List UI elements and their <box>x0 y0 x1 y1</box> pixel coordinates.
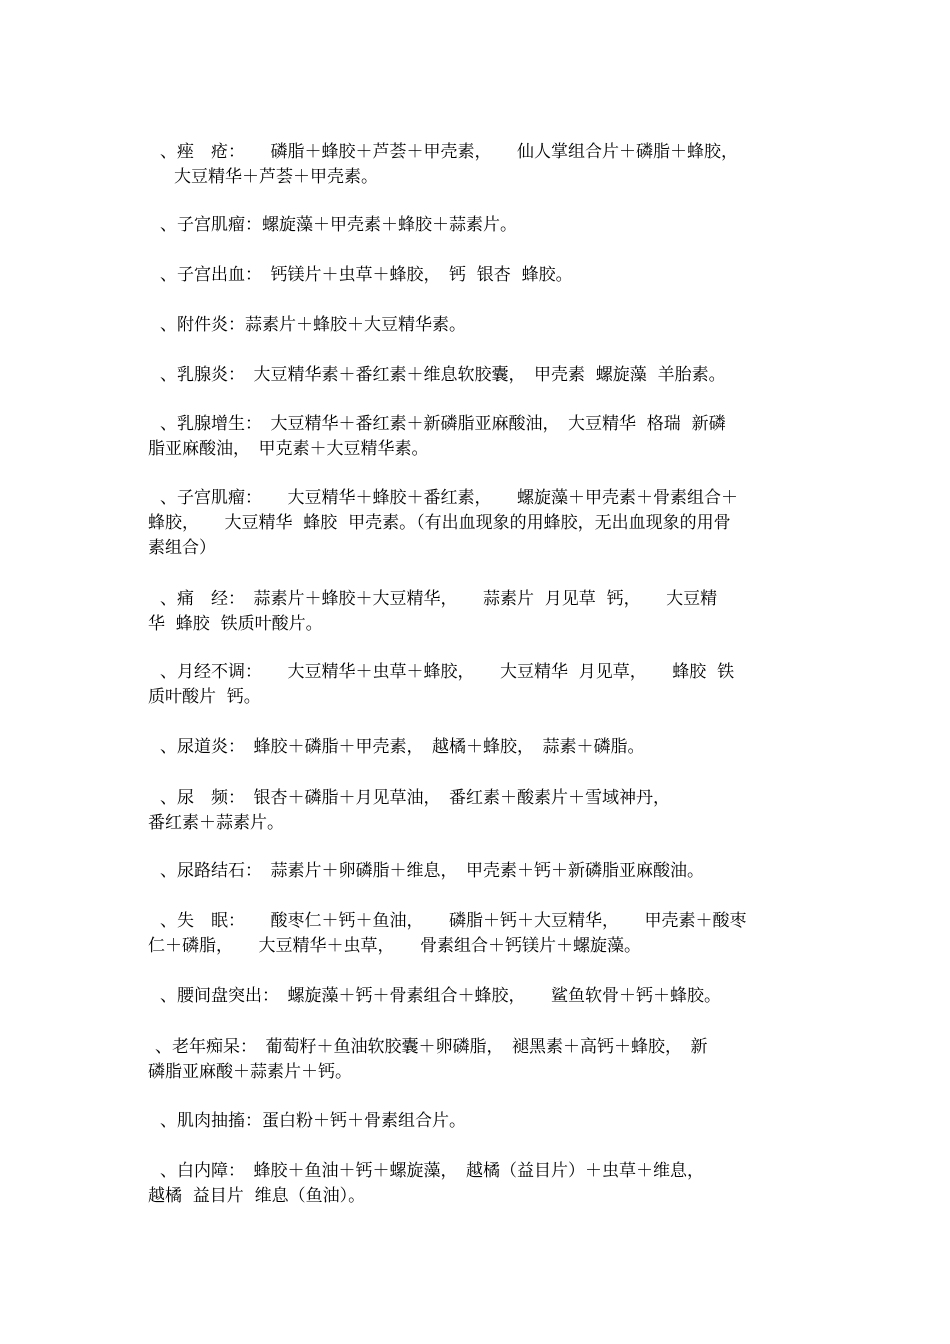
entry-line: 、腰间盘突出： 螺旋藻＋钙＋骨素组合＋蜂胶， 鲨鱼软骨＋钙＋蜂胶。 <box>160 986 721 1006</box>
entry-line: 、尿 频： 银杏＋磷脂＋月见草油， 番红素＋酸素片＋雪域神丹， <box>160 788 670 808</box>
entry-line: 蜂胶， 大豆精华 蜂胶 甲壳素。（有出血现象的用蜂胶，无出血现象的用骨 <box>148 513 731 533</box>
entry-line: 大豆精华＋芦荟＋甲壳素。 <box>174 167 378 187</box>
entry-line: 、附件炎：蒜素片＋蜂胶＋大豆精华素。 <box>160 315 466 335</box>
entry-line: 、痛 经： 蒜素片＋蜂胶＋大豆精华， 蒜素片 月见草 钙， 大豆精 <box>160 589 718 609</box>
entry-line: 、老年痴呆： 葡萄籽＋鱼油软胶囊＋卵磷脂， 褪黑素＋高钙＋蜂胶， 新 <box>155 1037 708 1057</box>
entry-line: 越橘 益目片 维息（鱼油）。 <box>148 1186 366 1206</box>
entry-line: 、白内障： 蜂胶＋鱼油＋钙＋螺旋藻， 越橘（益目片）＋虫草＋维息， <box>160 1161 704 1181</box>
entry-line: 番红素＋蒜素片。 <box>148 813 284 833</box>
entry-line: 、痤 疮： 磷脂＋蜂胶＋芦荟＋甲壳素， 仙人掌组合片＋磷脂＋蜂胶， <box>160 142 738 162</box>
entry-line: 、月经不调： 大豆精华＋虫草＋蜂胶， 大豆精华 月见草， 蜂胶 铁 <box>160 662 735 682</box>
entry-line: 质叶酸片 钙。 <box>148 687 261 707</box>
entry-line: 、子宫出血： 钙镁片＋虫草＋蜂胶， 钙 银杏 蜂胶。 <box>160 265 573 285</box>
entry-line: 、尿道炎： 蜂胶＋磷脂＋甲壳素， 越橘＋蜂胶， 蒜素＋磷脂。 <box>160 737 645 757</box>
entry-line: 仁＋磷脂， 大豆精华＋虫草， 骨素组合＋钙镁片＋螺旋藻。 <box>148 936 641 956</box>
entry-line: 、子宫肌瘤： 大豆精华＋蜂胶＋番红素， 螺旋藻＋甲壳素＋骨素组合＋ <box>160 488 738 508</box>
entry-line: 磷脂亚麻酸＋蒜素片＋钙。 <box>148 1062 352 1082</box>
entry-line: 、子宫肌瘤：螺旋藻＋甲壳素＋蜂胶＋蒜素片。 <box>160 215 517 235</box>
entry-line: 、尿路结石： 蒜素片＋卵磷脂＋维息， 甲壳素＋钙＋新磷脂亚麻酸油。 <box>160 861 704 881</box>
entry-line: 素组合） <box>148 538 216 558</box>
entry-line: 脂亚麻酸油， 甲克素＋大豆精华素。 <box>148 439 429 459</box>
entry-line: 、肌肉抽搐：蛋白粉＋钙＋骨素组合片。 <box>160 1111 466 1131</box>
entry-line: 、乳腺增生： 大豆精华＋番红素＋新磷脂亚麻酸油， 大豆精华 格瑞 新磷 <box>160 414 726 434</box>
entry-line: 华 蜂胶 铁质叶酸片。 <box>148 614 323 634</box>
entry-line: 、乳腺炎： 大豆精华素＋番红素＋维息软胶囊， 甲壳素 螺旋藻 羊胎素。 <box>160 365 726 385</box>
entry-line: 、失 眠： 酸枣仁＋钙＋鱼油， 磷脂＋钙＋大豆精华， 甲壳素＋酸枣 <box>160 911 747 931</box>
